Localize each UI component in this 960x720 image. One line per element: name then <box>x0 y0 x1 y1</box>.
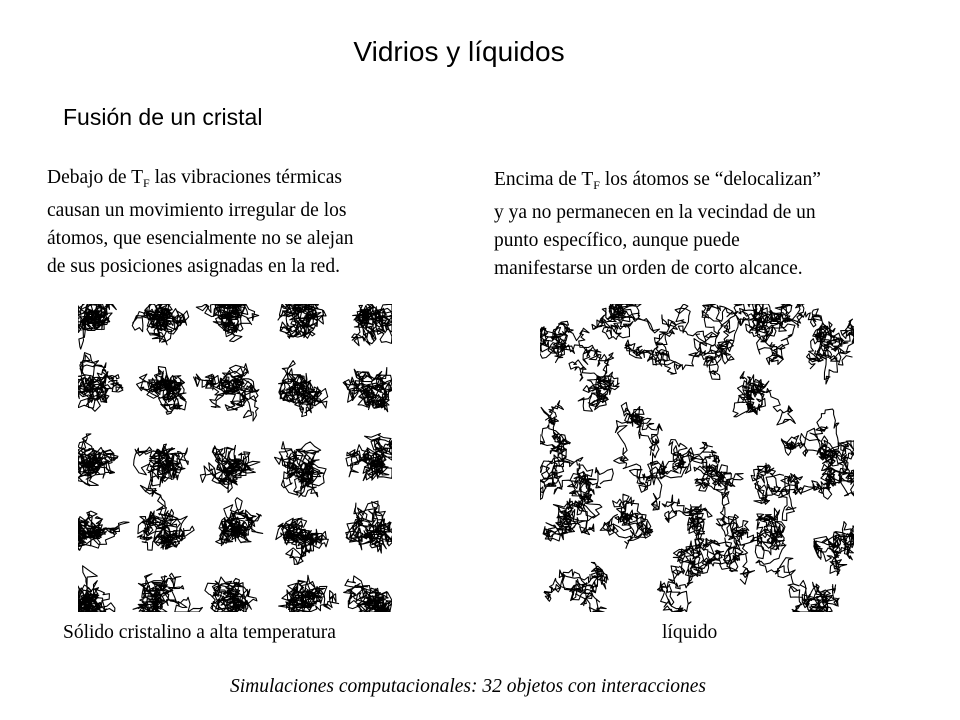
liquid-atom-trajectory <box>600 494 653 549</box>
solid-atom-trajectory <box>134 444 189 507</box>
solid-atom-trajectory <box>346 501 392 553</box>
liquid-atom-trajectory <box>540 401 574 500</box>
solid-atom-trajectory <box>78 434 118 486</box>
solid-atom-trajectory <box>200 445 260 492</box>
solid-caption: Sólido cristalino a alta temperatura <box>63 622 336 643</box>
solid-atom-trajectory <box>205 577 257 612</box>
liquid-atom-trajectory <box>814 522 854 576</box>
liquid-trajectories-plot <box>540 304 854 612</box>
solid-atom-trajectory <box>279 361 328 417</box>
solid-simulation-image <box>78 304 392 612</box>
liquid-atom-trajectory <box>694 454 743 536</box>
solid-atom-trajectory <box>344 576 392 612</box>
liquid-atom-trajectory <box>547 455 614 518</box>
liquid-atom-trajectory <box>543 499 595 542</box>
liquid-simulation-image <box>540 304 854 612</box>
solid-atom-trajectory <box>279 575 339 612</box>
liquid-atom-trajectory <box>569 349 619 411</box>
liquid-line1-post: los átomos se “delocalizan” <box>599 169 821 190</box>
solid-atom-trajectory <box>278 304 326 338</box>
liquid-description-line-1 <box>494 166 821 199</box>
solid-atom-trajectory <box>216 498 263 546</box>
liquid-atom-trajectory <box>733 372 795 425</box>
liquid-description-line-2: y ya no permanecen en la vecindad de un <box>494 202 816 223</box>
liquid-line1-subscript: F <box>593 178 600 192</box>
solid-atom-trajectory <box>346 434 392 481</box>
solid-description <box>47 164 353 281</box>
solid-description-line-1 <box>47 164 353 197</box>
liquid-description <box>494 166 821 283</box>
liquid-line1-pre: Encima de T <box>494 169 594 190</box>
liquid-description-line-3: punto específico, aunque puede <box>494 230 740 251</box>
solid-description-line-2: causan un movimiento irregular de los <box>47 200 347 221</box>
section-subtitle: Fusión de un cristal <box>63 104 263 130</box>
liquid-atom-trajectory <box>658 541 716 612</box>
solid-atom-trajectory <box>343 368 392 412</box>
solid-atom-trajectory <box>78 566 115 612</box>
solid-line1-pre: Debajo de T <box>47 167 144 188</box>
liquid-atom-trajectory <box>592 304 660 339</box>
solid-atom-trajectory <box>78 511 129 550</box>
solid-atom-trajectory <box>275 442 327 497</box>
page-title: Vidrios y líquidos <box>353 36 565 67</box>
solid-description-line-4: de sus posiciones asignadas en la red. <box>47 256 340 277</box>
solid-atom-trajectory <box>352 304 392 346</box>
solid-line1-subscript: F <box>143 176 150 190</box>
solid-atom-trajectory <box>132 304 188 345</box>
solid-atom-trajectory <box>133 573 202 612</box>
solid-atom-trajectory <box>276 518 329 564</box>
solid-atom-trajectory <box>137 367 187 415</box>
liquid-atom-trajectory <box>751 463 822 520</box>
solid-atom-trajectory <box>194 364 259 421</box>
liquid-caption: líquido <box>662 622 718 643</box>
solid-atom-trajectory <box>196 304 258 342</box>
solid-line1-post: las vibraciones térmicas <box>149 167 342 188</box>
solid-atom-trajectory <box>137 507 194 551</box>
liquid-description-line-4: manifestarse un orden de corto alcance. <box>494 258 803 279</box>
liquid-atom-trajectory <box>755 508 799 590</box>
liquid-atom-trajectory <box>544 562 608 612</box>
solid-description-line-3: átomos, que esencialmente no se alejan <box>47 228 354 249</box>
footnote: Simulaciones computacionales: 32 objetos con interacciones <box>229 676 707 697</box>
solid-trajectories-plot <box>78 304 392 612</box>
solid-atom-trajectory <box>78 353 123 412</box>
solid-atom-trajectory <box>78 304 116 349</box>
